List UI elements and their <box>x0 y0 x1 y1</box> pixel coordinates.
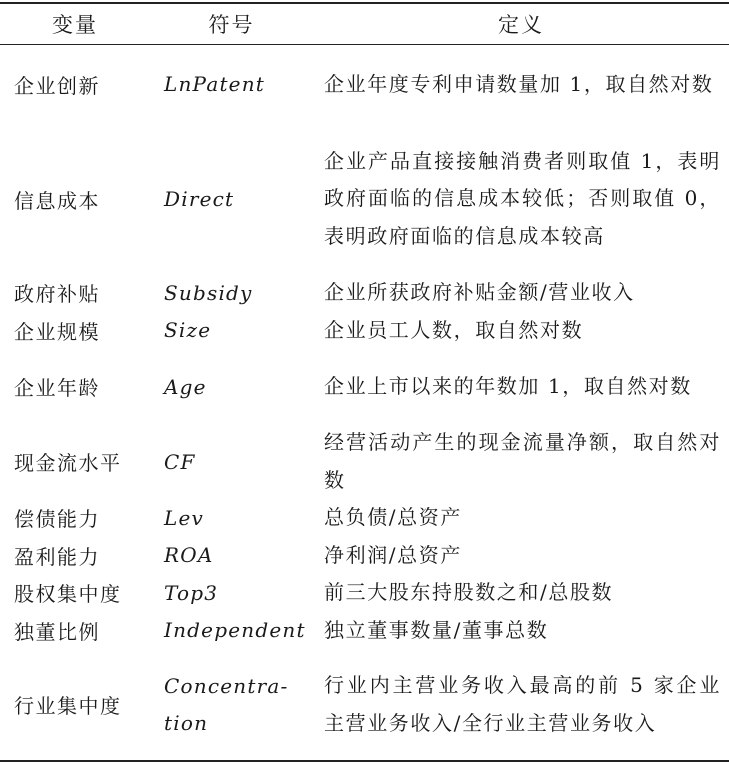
symbol-cell: Size <box>164 318 212 343</box>
definition-cell: 独立董事数量/董事总数 <box>324 617 549 642</box>
definition-cell: 企业年度专利申请数量加 1，取自然对数 <box>324 71 714 96</box>
table-row <box>0 44 729 124</box>
variable-definition-table <box>0 2 729 762</box>
table-row <box>0 574 729 612</box>
symbol-cell: ROA <box>164 543 214 568</box>
symbol-cell: Concentra- tion <box>150 649 313 761</box>
variable-cell: 信息成本 <box>14 188 100 213</box>
header-variable: 变量 <box>0 3 150 44</box>
variable-cell: 政府补贴 <box>14 282 100 307</box>
variable-cell: 现金流水平 <box>14 451 122 475</box>
table-row <box>0 124 729 274</box>
variable-cell: 独董比例 <box>14 619 100 644</box>
symbol-cell: CF <box>164 449 196 474</box>
definition-cell: 企业所获政府补贴金额/营业收入 <box>324 280 635 304</box>
symbol-cell: Age <box>164 374 207 399</box>
variable-cell: 行业集中度 <box>0 649 150 761</box>
variable-cell: 股权集中度 <box>14 582 122 607</box>
symbol-cell: LnPatent <box>164 72 266 97</box>
table-row <box>0 649 729 761</box>
definition-cell: 前三大股东持股数之和/总股数 <box>324 580 614 604</box>
symbol-cell: Independent <box>164 618 306 643</box>
table-row <box>0 312 729 350</box>
definition-cell: 总负债/总资产 <box>324 505 462 529</box>
table-row <box>0 612 729 650</box>
variable-cell: 企业创新 <box>14 73 100 98</box>
definition-cell: 经营活动产生的现金流量净额，取自然对数 <box>324 430 721 492</box>
symbol-cell: Lev <box>164 505 205 530</box>
header-definition: 定义 <box>313 3 729 44</box>
definition-cell: 行业内主营业务收入最高的前 5 家企业主营业务收入/全行业主营业务收入 <box>313 649 729 761</box>
symbol-cell: Direct <box>164 187 235 211</box>
table-row <box>0 499 729 537</box>
table-row <box>0 274 729 312</box>
definition-cell: 净利润/总资产 <box>324 542 462 567</box>
table-row <box>0 537 729 575</box>
variable-cell: 企业规模 <box>14 319 100 344</box>
variable-cell: 企业年龄 <box>14 376 100 400</box>
variable-cell: 偿债能力 <box>14 507 100 532</box>
symbol-cell: Top3 <box>164 580 219 605</box>
definition-cell: 企业员工人数，取自然对数 <box>324 317 584 342</box>
table-row <box>0 424 729 499</box>
variable-cell: 盈利能力 <box>14 544 100 569</box>
definition-cell: 企业上市以来的年数加 1，取自然对数 <box>324 373 692 398</box>
header-symbol: 符号 <box>150 3 313 44</box>
table-header-row <box>0 3 729 44</box>
table-row <box>0 349 729 424</box>
definition-cell: 企业产品直接接触消费者则取值 1，表明政府面临的信息成本较低；否则取值 0，表明政府面临的信息成本较高 <box>324 148 721 248</box>
symbol-cell: Subsidy <box>164 280 253 305</box>
